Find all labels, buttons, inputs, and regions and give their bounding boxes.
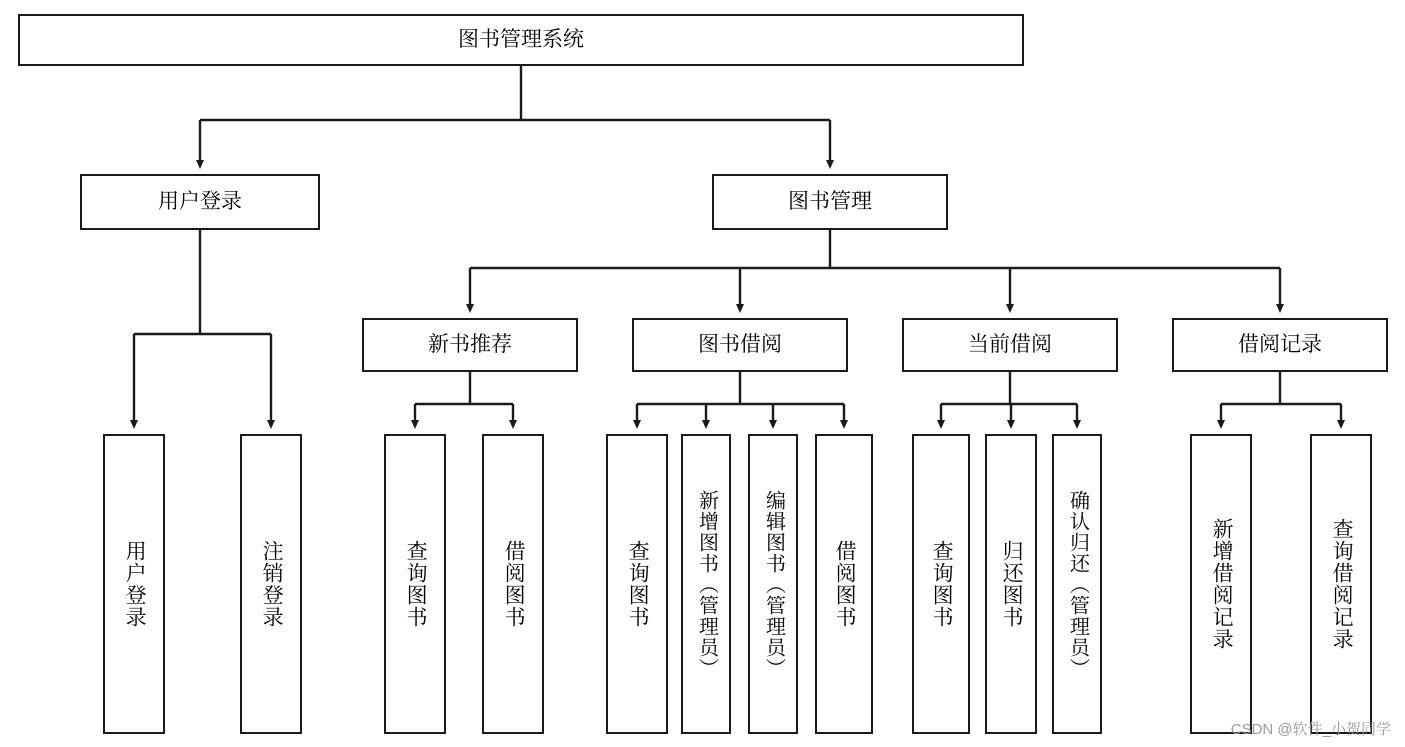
leaf-logout[interactable]: [240, 434, 302, 734]
node-borrow-record-label: 借阅记录: [1238, 332, 1322, 356]
leaf-confirm-return[interactable]: [1052, 434, 1102, 734]
node-current-borrow[interactable]: [902, 318, 1118, 372]
leaf-query-book-current-label: 查询图书: [930, 540, 954, 628]
node-book-borrow-label: 图书借阅: [698, 332, 782, 356]
node-current-borrow-label: 当前借阅: [968, 332, 1052, 356]
node-root[interactable]: [18, 14, 1024, 66]
leaf-borrow-book-label: 借阅图书: [833, 540, 857, 628]
leaf-add-borrow-record-label: 新增借阅记录: [1210, 518, 1234, 650]
leaf-query-borrow-record-label: 查询借阅记录: [1330, 518, 1354, 650]
leaf-return-book[interactable]: [985, 434, 1037, 734]
watermark: CSDN @软件_小贺同学: [1230, 721, 1391, 738]
leaf-confirm-return-label: 确认归还（管理员）: [1066, 489, 1089, 679]
node-new-book-recommend-label: 新书推荐: [428, 332, 512, 356]
node-root-label: 图书管理系统: [458, 27, 584, 51]
leaf-logout-label: 注销登录: [260, 540, 284, 628]
leaf-add-borrow-record[interactable]: [1190, 434, 1252, 734]
node-borrow-record[interactable]: [1172, 318, 1388, 372]
leaf-borrow-book[interactable]: [815, 434, 873, 734]
leaf-user-login-label: 用户登录: [123, 540, 147, 628]
node-book-borrow[interactable]: [632, 318, 848, 372]
leaf-borrow-book-recommend-label: 借阅图书: [502, 540, 526, 628]
leaf-query-book-borrow-label: 查询图书: [626, 540, 650, 628]
leaf-return-book-label: 归还图书: [1000, 540, 1024, 628]
node-user-login-label: 用户登录: [158, 189, 242, 213]
leaf-edit-book[interactable]: [748, 434, 798, 734]
leaf-add-book[interactable]: [681, 434, 731, 734]
leaf-query-book-recommend-label: 查询图书: [404, 540, 428, 628]
leaf-user-login[interactable]: [103, 434, 165, 734]
leaf-query-book-current[interactable]: [912, 434, 970, 734]
leaf-edit-book-label: 编辑图书（管理员）: [762, 489, 785, 679]
leaf-query-book-borrow[interactable]: [606, 434, 668, 734]
leaf-borrow-book-recommend[interactable]: [482, 434, 544, 734]
leaf-query-borrow-record[interactable]: [1310, 434, 1372, 734]
leaf-add-book-label: 新增图书（管理员）: [695, 489, 718, 679]
node-new-book-recommend[interactable]: [362, 318, 578, 372]
node-book-management[interactable]: [712, 174, 948, 230]
node-book-management-label: 图书管理: [788, 189, 872, 213]
leaf-query-book-recommend[interactable]: [384, 434, 446, 734]
node-user-login[interactable]: [80, 174, 320, 230]
